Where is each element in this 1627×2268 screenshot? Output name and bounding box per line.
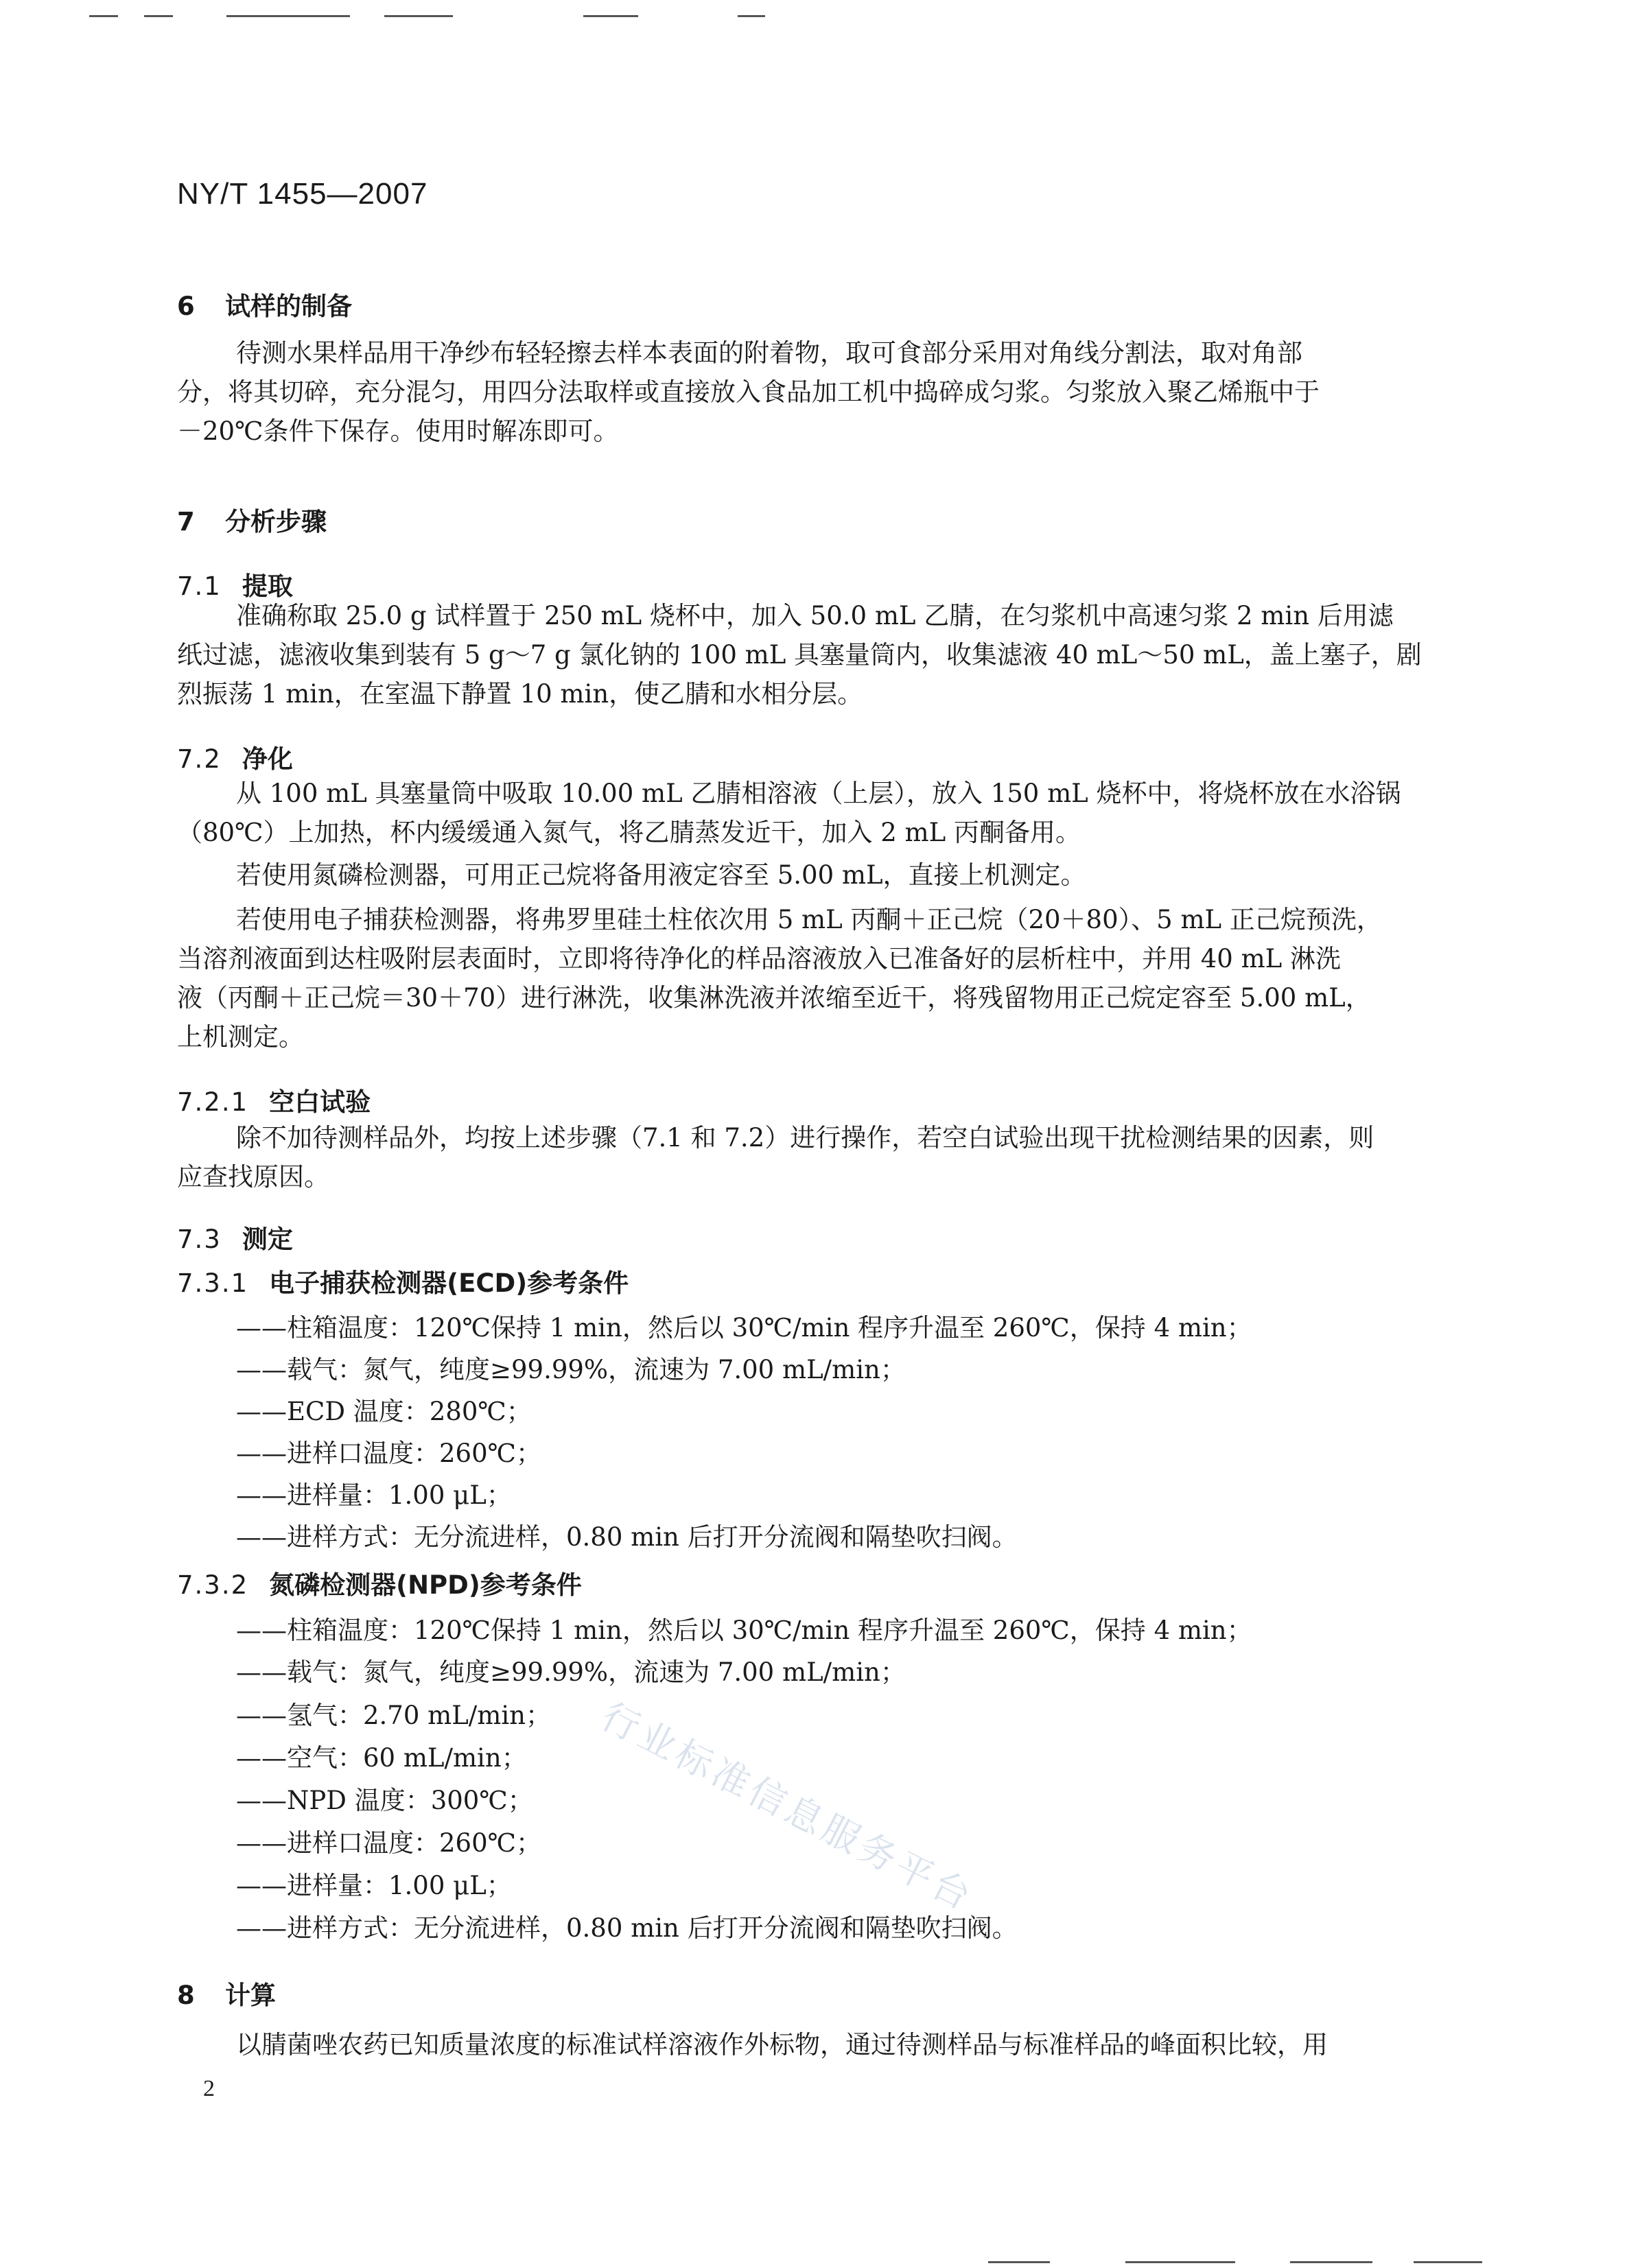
list-item: ——氢气：2.70 mL/min；: [236, 1701, 552, 1730]
subsection-title: 净化: [242, 744, 293, 774]
paragraph-line: 以腈菌唑农药已知质量浓度的标准试样溶液作外标物，通过待测样品与标准样品的峰面积比较，用: [236, 2030, 1328, 2059]
subsection-title: 测定: [242, 1225, 293, 1254]
page-number: 2: [203, 2076, 215, 2101]
paragraph-line: 烈振荡 1 min，在室温下静置 10 min，使乙腈和水相分层。: [177, 679, 863, 709]
list-item: ——载气：氮气，纯度≥99.99%，流速为 7.00 mL/min；: [236, 1657, 906, 1687]
scan-artifact-bottom: [988, 2261, 1050, 2263]
subsection-7-2-paragraph-3: [177, 900, 1453, 1056]
scan-artifact-bottom: [1414, 2261, 1482, 2263]
section-6-heading: [177, 285, 352, 322]
paragraph-line: 分，将其切碎，充分混匀，用四分法取样或直接放入食品加工机中捣碎成匀浆。匀浆放入聚乙烯瓶中于: [177, 377, 1320, 407]
paragraph-line: 当溶剂液面到达柱吸附层表面时，立即将待净化的样品溶液放入已准备好的层析柱中，并用 40 mL 淋洗: [177, 944, 1342, 973]
paragraph-line: －20℃条件下保存。使用时解冻即可。: [177, 416, 619, 446]
subsection-7-2-1-heading: [177, 1081, 371, 1118]
paragraph-line: 从 100 mL 具塞量筒中吸取 10.00 mL 乙腈相溶液（上层），放入 150 mL 烧杯中，将烧杯放在水浴锅: [236, 779, 1401, 808]
list-item: ——空气：60 mL/min；: [236, 1743, 527, 1773]
subsection-title: 氮磷检测器(NPD)参考条件: [269, 1570, 582, 1600]
scan-artifact-top: [144, 15, 173, 17]
section-7-heading: [177, 501, 327, 538]
paragraph-line: 除不加待测样品外，均按上述步骤（7.1 和 7.2）进行操作，若空白试验出现干扰检测结果的因素，则: [236, 1123, 1374, 1153]
list-item: ——柱箱温度：120℃保持 1 min，然后以 30℃/min 程序升温至 260℃，保持 4 min；: [236, 1313, 1252, 1343]
list-item: ——进样方式：无分流进样，0.80 min 后打开分流阀和隔垫吹扫阀。: [236, 1913, 1018, 1943]
scan-artifact-bottom: [1290, 2261, 1372, 2263]
subsection-title: 提取: [242, 571, 293, 601]
section-title: 试样的制备: [225, 292, 352, 321]
watermark: 行业标准信息服务平台: [594, 1694, 981, 1920]
list-item: ——进样量：1.00 μL；: [236, 1480, 512, 1510]
paragraph-line: 液（丙酮＋正己烷＝30＋70）进行淋洗，收集淋洗液并浓缩至近干，将残留物用正己烷定容至 5.00 mL，: [177, 983, 1371, 1013]
section-number: 6: [177, 292, 195, 321]
section-title: 分析步骤: [225, 507, 327, 536]
section-8-paragraph: [177, 2025, 1453, 2064]
scan-artifact-top: [226, 15, 350, 17]
section-number: 8: [177, 1981, 195, 2010]
list-item: ——进样口温度：260℃；: [236, 1828, 542, 1858]
paragraph-line: 待测水果样品用干净纱布轻轻擦去样本表面的附着物，取可食部分采用对角线分割法，取对角部: [236, 338, 1302, 368]
list-item: ——NPD 温度：300℃；: [236, 1786, 533, 1815]
list-item: ——载气：氮气，纯度≥99.99%，流速为 7.00 mL/min；: [236, 1355, 906, 1384]
subsection-7-2-1-paragraph: [177, 1118, 1453, 1196]
subsection-7-3-2-heading: [177, 1564, 582, 1601]
paragraph-line: 应查找原因。: [177, 1162, 329, 1192]
subsection-7-3-1-heading: [177, 1262, 629, 1299]
subsection-number: 7.2: [177, 744, 222, 774]
section-6-paragraph: [177, 333, 1453, 451]
subsection-number: 7.2.1: [177, 1087, 249, 1117]
section-number: 7: [177, 507, 195, 536]
scan-artifact-bottom: [1125, 2261, 1235, 2263]
subsection-7-2-heading: [177, 738, 293, 775]
scan-artifact-top: [583, 15, 638, 17]
subsection-7-2-paragraph-2: [177, 855, 1453, 895]
section-title: 计算: [225, 1981, 276, 2010]
list-item: ——柱箱温度：120℃保持 1 min，然后以 30℃/min 程序升温至 260℃，保持 4 min；: [236, 1616, 1252, 1645]
paragraph-line: 若使用氮磷检测器，可用正己烷将备用液定容至 5.00 mL，直接上机测定。: [236, 860, 1086, 890]
subsection-number: 7.3: [177, 1225, 222, 1254]
paragraph-line: （80℃）上加热，杯内缓缓通入氮气，将乙腈蒸发近干，加入 2 mL 丙酮备用。: [177, 818, 1081, 847]
subsection-title: 空白试验: [269, 1087, 371, 1117]
paragraph-line: 纸过滤，滤液收集到装有 5 g～7 g 氯化钠的 100 mL 具塞量筒内，收集滤液 40 mL～50 mL，盖上塞子，剧: [177, 640, 1422, 670]
list-item: ——进样口温度：260℃；: [236, 1439, 542, 1468]
scan-artifact-top: [738, 15, 765, 17]
section-8-heading: [177, 1974, 276, 2011]
paragraph-line: 准确称取 25.0 g 试样置于 250 mL 烧杯中，加入 50.0 mL 乙腈，在匀浆机中高速匀浆 2 min 后用滤: [236, 601, 1394, 630]
list-item: ——进样量：1.00 μL；: [236, 1871, 512, 1900]
list-item: ——ECD 温度：280℃；: [236, 1397, 532, 1426]
scan-artifact-top: [89, 15, 118, 17]
scan-artifact-top: [384, 15, 453, 17]
paragraph-line: 若使用电子捕获检测器，将弗罗里硅土柱依次用 5 mL 丙酮＋正己烷（20＋80）、5 mL 正己烷预洗，: [236, 905, 1382, 934]
subsection-7-2-paragraph-1: [177, 774, 1453, 852]
subsection-7-1-paragraph: [177, 596, 1453, 713]
subsection-number: 7.3.2: [177, 1570, 249, 1600]
subsection-number: 7.3.1: [177, 1268, 249, 1298]
subsection-7-3-heading: [177, 1218, 293, 1255]
subsection-number: 7.1: [177, 571, 222, 601]
subsection-title: 电子捕获检测器(ECD)参考条件: [269, 1268, 629, 1298]
paragraph-line: 上机测定。: [177, 1022, 304, 1052]
list-item: ——进样方式：无分流进样，0.80 min 后打开分流阀和隔垫吹扫阀。: [236, 1522, 1018, 1552]
standard-code: NY/T 1455—2007: [177, 177, 428, 211]
